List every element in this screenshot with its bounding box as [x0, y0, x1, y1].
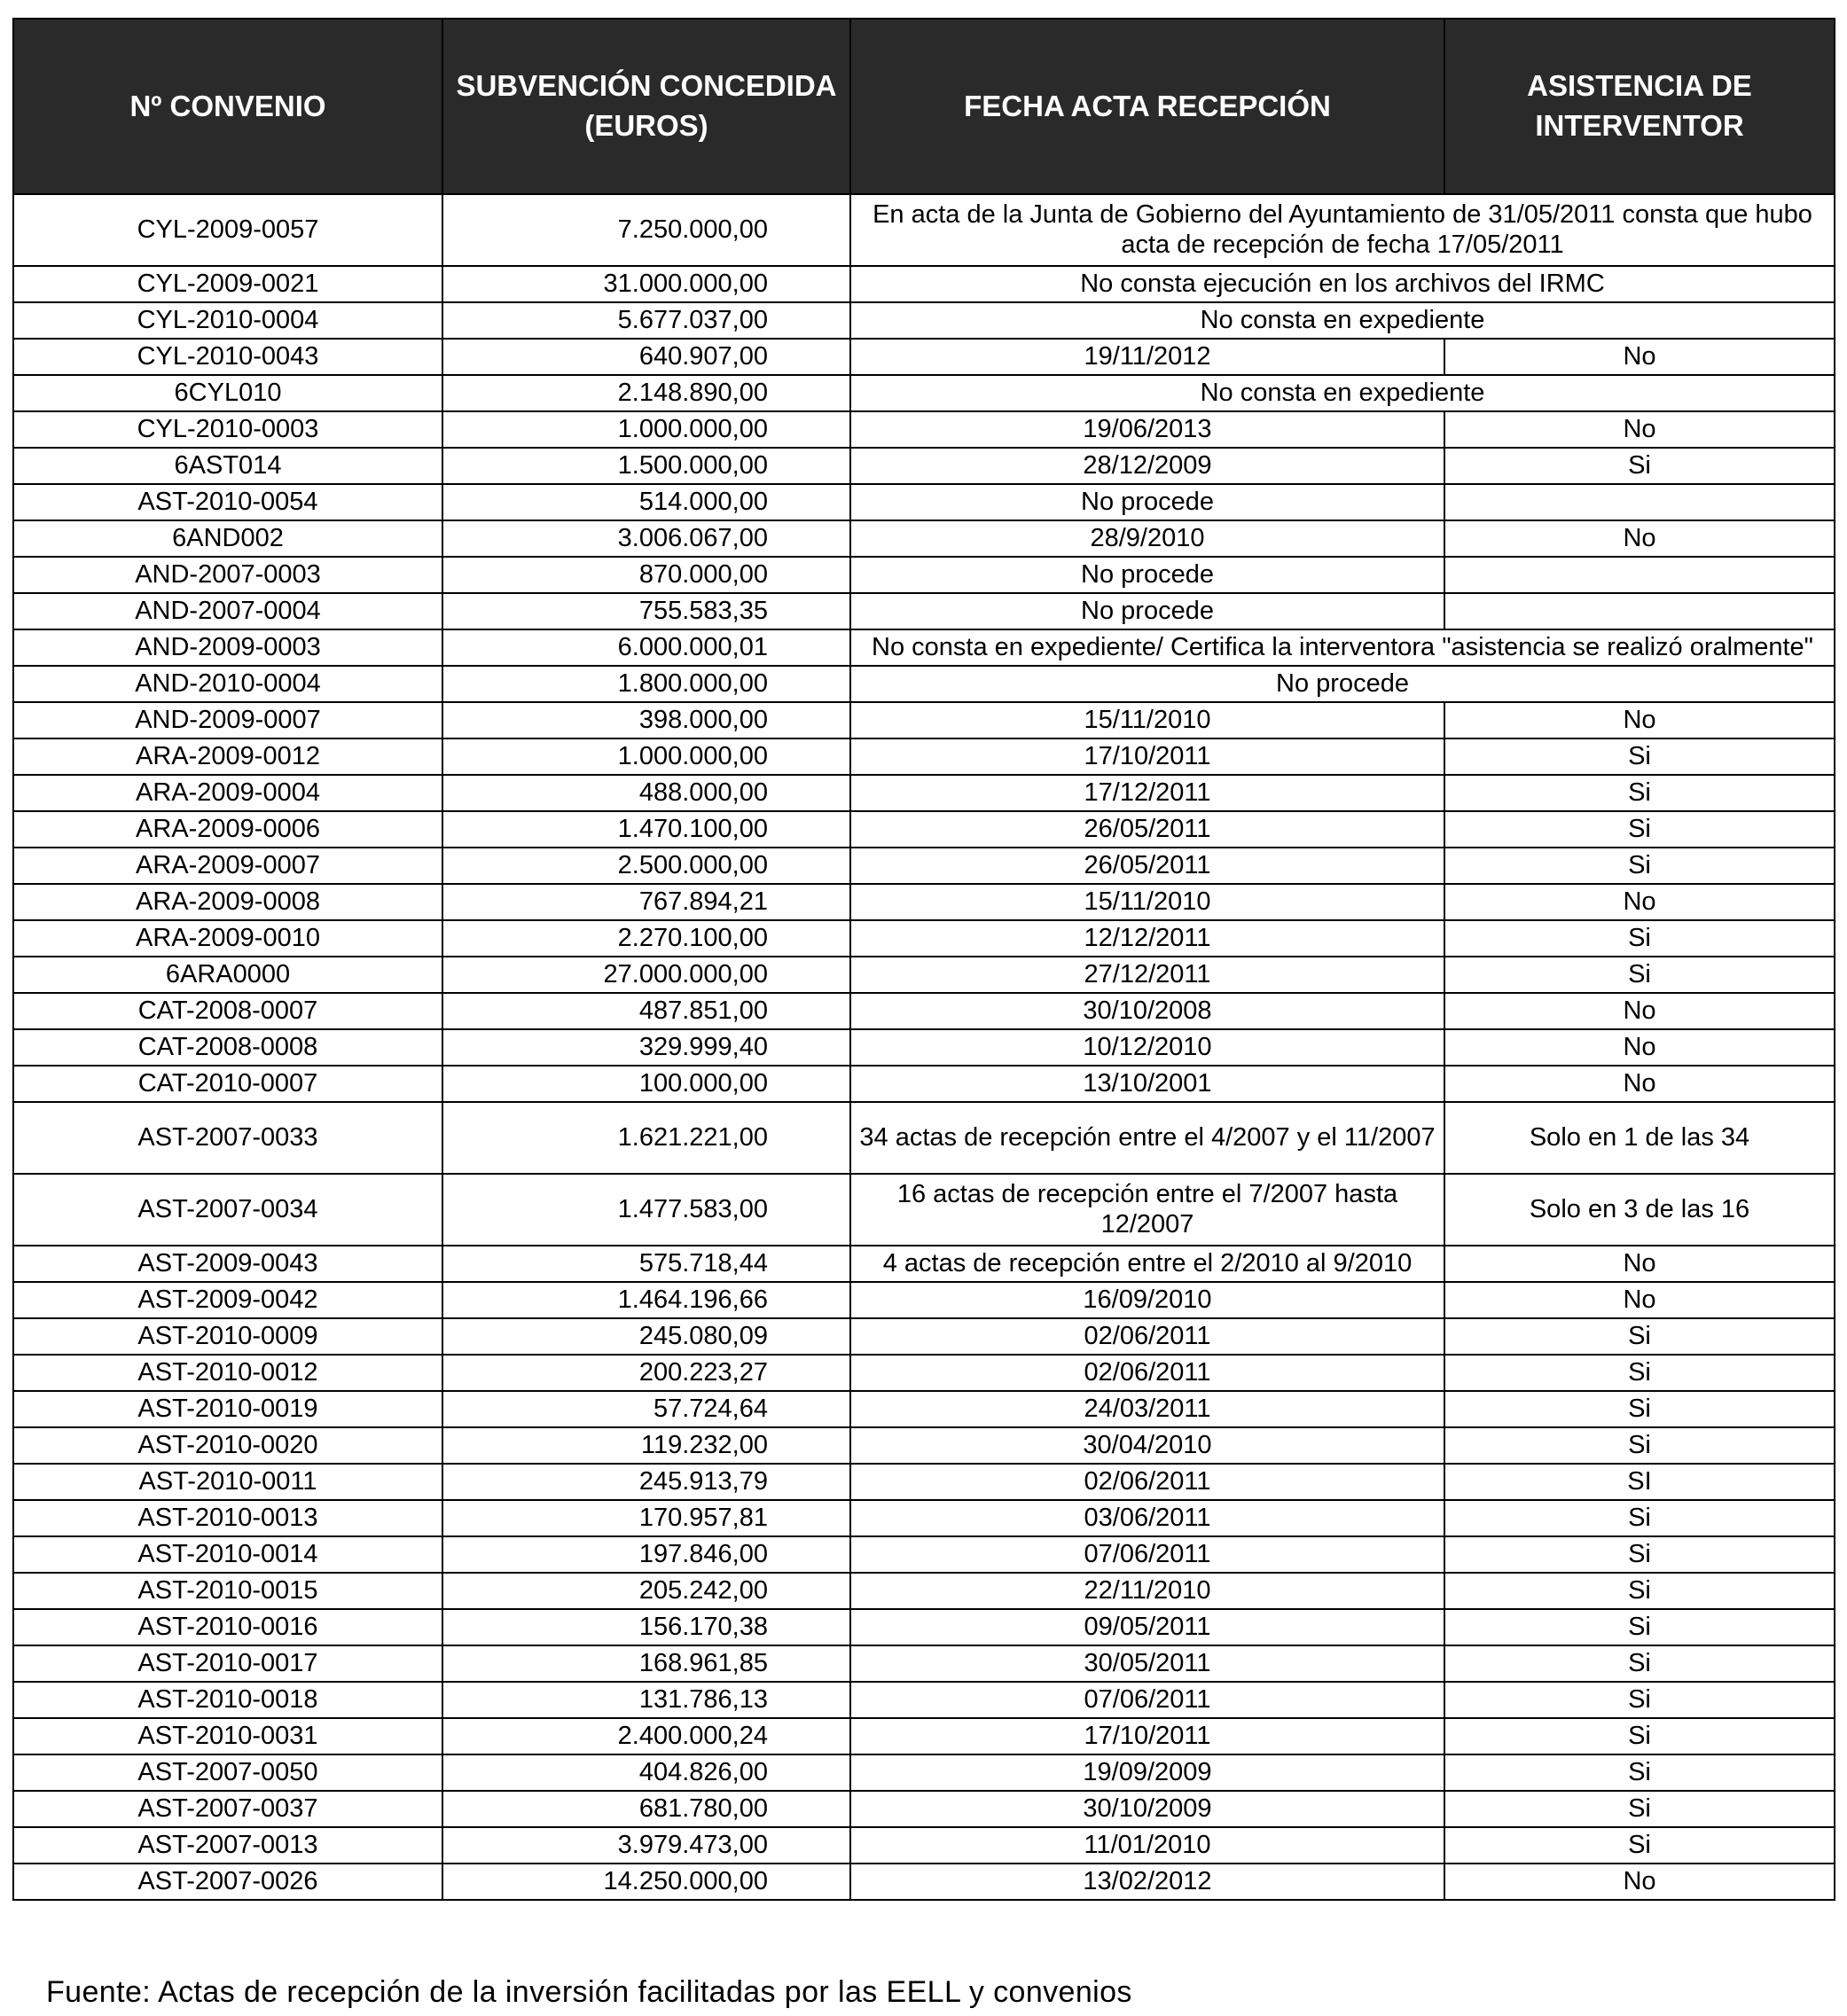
- table-row: [13, 339, 1835, 375]
- cell-subvencion: 2.400.000,24: [442, 1718, 850, 1754]
- cell-asistencia: [1444, 484, 1835, 520]
- table-row: [13, 848, 1835, 884]
- table-row: [13, 884, 1835, 920]
- cell-convenio: AST-2007-0037: [13, 1791, 442, 1827]
- cell-convenio: AST-2010-0031: [13, 1718, 442, 1754]
- cell-subvencion: 170.957,81: [442, 1500, 850, 1536]
- cell-convenio: AND-2009-0003: [13, 629, 442, 666]
- cell-convenio: AST-2010-0020: [13, 1427, 442, 1464]
- table-row: [13, 1427, 1835, 1464]
- cell-fecha-acta: 02/06/2011: [850, 1318, 1444, 1355]
- cell-asistencia: Si: [1444, 1609, 1835, 1645]
- cell-convenio: ARA-2009-0006: [13, 811, 442, 848]
- cell-convenio: AST-2010-0018: [13, 1682, 442, 1718]
- cell-convenio: AST-2007-0034: [13, 1174, 442, 1246]
- table-row: [13, 1827, 1835, 1864]
- cell-asistencia: Si: [1444, 1827, 1835, 1864]
- cell-asistencia: No: [1444, 1066, 1835, 1102]
- cell-convenio: AST-2010-0015: [13, 1573, 442, 1609]
- cell-asistencia: Solo en 1 de las 34: [1444, 1102, 1835, 1174]
- table-row: [13, 666, 1835, 702]
- cell-convenio: AST-2010-0017: [13, 1645, 442, 1682]
- table-row: [13, 957, 1835, 993]
- cell-subvencion: 870.000,00: [442, 557, 850, 593]
- cell-merged-note: No consta en expediente/ Certifica la interventora "asistencia se realizó oralmente": [850, 629, 1835, 666]
- table-row: [13, 1246, 1835, 1282]
- cell-convenio: AND-2009-0007: [13, 702, 442, 738]
- cell-fecha-acta: 02/06/2011: [850, 1355, 1444, 1391]
- cell-fecha-acta: 27/12/2011: [850, 957, 1444, 993]
- cell-convenio: AND-2007-0003: [13, 557, 442, 593]
- cell-asistencia: Si: [1444, 920, 1835, 957]
- table-row: [13, 702, 1835, 738]
- cell-asistencia: Si: [1444, 1718, 1835, 1754]
- cell-convenio: CAT-2008-0008: [13, 1029, 442, 1066]
- cell-subvencion: 487.851,00: [442, 993, 850, 1029]
- header-asistencia: ASISTENCIA DE INTERVENTOR: [1444, 19, 1835, 194]
- table-row: [13, 1864, 1835, 1900]
- cell-asistencia: No: [1444, 1029, 1835, 1066]
- cell-asistencia: No: [1444, 411, 1835, 448]
- cell-convenio: CAT-2008-0007: [13, 993, 442, 1029]
- cell-fecha-acta: 24/03/2011: [850, 1391, 1444, 1427]
- cell-convenio: CYL-2009-0021: [13, 266, 442, 302]
- cell-subvencion: 2.500.000,00: [442, 848, 850, 884]
- cell-convenio: 6CYL010: [13, 375, 442, 411]
- table-row: [13, 1573, 1835, 1609]
- cell-subvencion: 1.000.000,00: [442, 738, 850, 775]
- cell-fecha-acta: 17/10/2011: [850, 738, 1444, 775]
- cell-subvencion: 57.724,64: [442, 1391, 850, 1427]
- cell-subvencion: 640.907,00: [442, 339, 850, 375]
- table-row: [13, 1609, 1835, 1645]
- cell-fecha-acta: 17/10/2011: [850, 1718, 1444, 1754]
- cell-asistencia: No: [1444, 1282, 1835, 1318]
- cell-subvencion: 31.000.000,00: [442, 266, 850, 302]
- cell-fecha-acta: No procede: [850, 557, 1444, 593]
- cell-asistencia: Si: [1444, 1500, 1835, 1536]
- cell-asistencia: Si: [1444, 448, 1835, 484]
- cell-fecha-acta: 19/11/2012: [850, 339, 1444, 375]
- cell-asistencia: No: [1444, 339, 1835, 375]
- cell-convenio: AST-2007-0033: [13, 1102, 442, 1174]
- cell-asistencia: [1444, 593, 1835, 629]
- cell-fecha-acta: 19/09/2009: [850, 1754, 1444, 1791]
- cell-fecha-acta: 11/01/2010: [850, 1827, 1444, 1864]
- table-row: [13, 411, 1835, 448]
- cell-fecha-acta: 07/06/2011: [850, 1682, 1444, 1718]
- cell-subvencion: 514.000,00: [442, 484, 850, 520]
- cell-convenio: CYL-2010-0003: [13, 411, 442, 448]
- cell-asistencia: Si: [1444, 1427, 1835, 1464]
- cell-asistencia: Si: [1444, 775, 1835, 811]
- cell-fecha-acta: 30/04/2010: [850, 1427, 1444, 1464]
- source-note: Fuente: Actas de recepción de la inversión facilitadas por las EELL y convenios: [46, 1975, 1132, 2009]
- cell-subvencion: 329.999,40: [442, 1029, 850, 1066]
- cell-asistencia: No: [1444, 884, 1835, 920]
- cell-asistencia: Si: [1444, 1318, 1835, 1355]
- cell-convenio: AST-2007-0050: [13, 1754, 442, 1791]
- cell-fecha-acta: 07/06/2011: [850, 1536, 1444, 1573]
- cell-fecha-acta: 19/06/2013: [850, 411, 1444, 448]
- cell-convenio: ARA-2009-0008: [13, 884, 442, 920]
- cell-subvencion: 767.894,21: [442, 884, 850, 920]
- cell-asistencia: No: [1444, 520, 1835, 557]
- cell-asistencia: No: [1444, 1864, 1835, 1900]
- cell-subvencion: 197.846,00: [442, 1536, 850, 1573]
- table-row: [13, 1174, 1835, 1246]
- cell-convenio: AST-2010-0009: [13, 1318, 442, 1355]
- cell-fecha-acta: 10/12/2010: [850, 1029, 1444, 1066]
- cell-convenio: CAT-2010-0007: [13, 1066, 442, 1102]
- table-row: [13, 520, 1835, 557]
- table-row: [13, 775, 1835, 811]
- table-row: [13, 375, 1835, 411]
- cell-subvencion: 1.477.583,00: [442, 1174, 850, 1246]
- table-row: [13, 1464, 1835, 1500]
- cell-asistencia: Si: [1444, 957, 1835, 993]
- cell-convenio: AST-2010-0054: [13, 484, 442, 520]
- cell-subvencion: 14.250.000,00: [442, 1864, 850, 1900]
- cell-fecha-acta: 26/05/2011: [850, 811, 1444, 848]
- cell-fecha-acta: 26/05/2011: [850, 848, 1444, 884]
- cell-subvencion: 1.000.000,00: [442, 411, 850, 448]
- table-row: [13, 811, 1835, 848]
- table-row: [13, 1754, 1835, 1791]
- table-row: [13, 993, 1835, 1029]
- cell-subvencion: 404.826,00: [442, 1754, 850, 1791]
- cell-subvencion: 575.718,44: [442, 1246, 850, 1282]
- cell-convenio: AST-2010-0014: [13, 1536, 442, 1573]
- cell-asistencia: Si: [1444, 1536, 1835, 1573]
- cell-fecha-acta: 15/11/2010: [850, 702, 1444, 738]
- cell-subvencion: 205.242,00: [442, 1573, 850, 1609]
- cell-fecha-acta: 30/10/2008: [850, 993, 1444, 1029]
- cell-convenio: CYL-2009-0057: [13, 194, 442, 266]
- cell-subvencion: 3.006.067,00: [442, 520, 850, 557]
- cell-subvencion: 168.961,85: [442, 1645, 850, 1682]
- table-row: [13, 593, 1835, 629]
- cell-convenio: ARA-2009-0007: [13, 848, 442, 884]
- cell-convenio: ARA-2009-0004: [13, 775, 442, 811]
- header-convenio: Nº CONVENIO: [13, 19, 442, 194]
- table-row: [13, 484, 1835, 520]
- cell-fecha-acta: 13/10/2001: [850, 1066, 1444, 1102]
- cell-subvencion: 245.913,79: [442, 1464, 850, 1500]
- cell-subvencion: 6.000.000,01: [442, 629, 850, 666]
- cell-convenio: AST-2010-0012: [13, 1355, 442, 1391]
- cell-merged-note: No procede: [850, 666, 1835, 702]
- cell-subvencion: 1.470.100,00: [442, 811, 850, 848]
- cell-subvencion: 1.500.000,00: [442, 448, 850, 484]
- cell-fecha-acta: 30/10/2009: [850, 1791, 1444, 1827]
- cell-asistencia: Si: [1444, 1573, 1835, 1609]
- cell-asistencia: No: [1444, 993, 1835, 1029]
- cell-fecha-acta: 12/12/2011: [850, 920, 1444, 957]
- table-row: [13, 1718, 1835, 1754]
- cell-merged-note: No consta ejecución en los archivos del IRMC: [850, 266, 1835, 302]
- cell-subvencion: 100.000,00: [442, 1066, 850, 1102]
- cell-merged-note: No consta en expediente: [850, 302, 1835, 339]
- cell-convenio: 6AST014: [13, 448, 442, 484]
- table-row: [13, 1391, 1835, 1427]
- cell-asistencia: No: [1444, 702, 1835, 738]
- cell-convenio: 6AND002: [13, 520, 442, 557]
- cell-subvencion: 1.800.000,00: [442, 666, 850, 702]
- cell-asistencia: Si: [1444, 848, 1835, 884]
- table-row: [13, 1318, 1835, 1355]
- table-row: [13, 302, 1835, 339]
- cell-asistencia: Solo en 3 de las 16: [1444, 1174, 1835, 1246]
- cell-convenio: AST-2010-0019: [13, 1391, 442, 1427]
- cell-convenio: AND-2007-0004: [13, 593, 442, 629]
- cell-subvencion: 2.148.890,00: [442, 375, 850, 411]
- table-row: [13, 1102, 1835, 1174]
- header-row: [13, 19, 1835, 194]
- table-row: [13, 557, 1835, 593]
- cell-subvencion: 1.464.196,66: [442, 1282, 850, 1318]
- cell-fecha-acta: 03/06/2011: [850, 1500, 1444, 1536]
- cell-fecha-acta: 28/9/2010: [850, 520, 1444, 557]
- cell-convenio: 6ARA0000: [13, 957, 442, 993]
- cell-asistencia: Si: [1444, 1355, 1835, 1391]
- table-row: [13, 920, 1835, 957]
- cell-convenio: AST-2010-0013: [13, 1500, 442, 1536]
- cell-asistencia: [1444, 557, 1835, 593]
- table-row: [13, 1282, 1835, 1318]
- cell-subvencion: 245.080,09: [442, 1318, 850, 1355]
- cell-fecha-acta: 17/12/2011: [850, 775, 1444, 811]
- cell-asistencia: Si: [1444, 1645, 1835, 1682]
- table-row: [13, 1500, 1835, 1536]
- cell-subvencion: 200.223,27: [442, 1355, 850, 1391]
- cell-asistencia: SI: [1444, 1464, 1835, 1500]
- cell-fecha-acta: 22/11/2010: [850, 1573, 1444, 1609]
- cell-convenio: CYL-2010-0004: [13, 302, 442, 339]
- cell-asistencia: Si: [1444, 1682, 1835, 1718]
- cell-subvencion: 119.232,00: [442, 1427, 850, 1464]
- cell-fecha-acta: 34 actas de recepción entre el 4/2007 y el 11/2007: [850, 1102, 1444, 1174]
- cell-convenio: AST-2009-0043: [13, 1246, 442, 1282]
- cell-subvencion: 681.780,00: [442, 1791, 850, 1827]
- cell-subvencion: 2.270.100,00: [442, 920, 850, 957]
- cell-asistencia: No: [1444, 1246, 1835, 1282]
- cell-convenio: AST-2007-0013: [13, 1827, 442, 1864]
- cell-fecha-acta: 02/06/2011: [850, 1464, 1444, 1500]
- cell-subvencion: 1.621.221,00: [442, 1102, 850, 1174]
- cell-subvencion: 131.786,13: [442, 1682, 850, 1718]
- cell-fecha-acta: 15/11/2010: [850, 884, 1444, 920]
- cell-merged-note: No consta en expediente: [850, 375, 1835, 411]
- cell-fecha-acta: 13/02/2012: [850, 1864, 1444, 1900]
- table-row: [13, 448, 1835, 484]
- cell-asistencia: Si: [1444, 1791, 1835, 1827]
- table-row: [13, 266, 1835, 302]
- cell-subvencion: 755.583,35: [442, 593, 850, 629]
- cell-subvencion: 5.677.037,00: [442, 302, 850, 339]
- cell-asistencia: Si: [1444, 738, 1835, 775]
- cell-asistencia: Si: [1444, 1391, 1835, 1427]
- cell-convenio: ARA-2009-0012: [13, 738, 442, 775]
- cell-merged-note: En acta de la Junta de Gobierno del Ayuntamiento de 31/05/2011 consta que hubo acta de recepción de fecha 17/05/2011: [850, 194, 1835, 266]
- cell-subvencion: 27.000.000,00: [442, 957, 850, 993]
- cell-convenio: AST-2010-0016: [13, 1609, 442, 1645]
- cell-convenio: AND-2010-0004: [13, 666, 442, 702]
- table-row: [13, 1029, 1835, 1066]
- cell-subvencion: 488.000,00: [442, 775, 850, 811]
- cell-convenio: AST-2007-0026: [13, 1864, 442, 1900]
- table-row: [13, 1791, 1835, 1827]
- cell-fecha-acta: 16/09/2010: [850, 1282, 1444, 1318]
- table-row: [13, 1645, 1835, 1682]
- table-row: [13, 1536, 1835, 1573]
- table-row: [13, 1066, 1835, 1102]
- cell-fecha-acta: No procede: [850, 484, 1444, 520]
- cell-fecha-acta: 16 actas de recepción entre el 7/2007 hasta 12/2007: [850, 1174, 1444, 1246]
- cell-convenio: ARA-2009-0010: [13, 920, 442, 957]
- table-row: [13, 1682, 1835, 1718]
- header-subvencion: SUBVENCIÓN CONCEDIDA (EUROS): [442, 19, 850, 194]
- cell-fecha-acta: 09/05/2011: [850, 1609, 1444, 1645]
- cell-convenio: AST-2009-0042: [13, 1282, 442, 1318]
- cell-fecha-acta: 28/12/2009: [850, 448, 1444, 484]
- cell-asistencia: Si: [1444, 811, 1835, 848]
- table-row: [13, 1355, 1835, 1391]
- cell-subvencion: 398.000,00: [442, 702, 850, 738]
- table-row: [13, 738, 1835, 775]
- table-row: [13, 194, 1835, 266]
- cell-subvencion: 156.170,38: [442, 1609, 850, 1645]
- cell-fecha-acta: 4 actas de recepción entre el 2/2010 al 9/2010: [850, 1246, 1444, 1282]
- cell-fecha-acta: No procede: [850, 593, 1444, 629]
- cell-subvencion: 3.979.473,00: [442, 1827, 850, 1864]
- convenios-table: [12, 18, 1835, 1901]
- cell-subvencion: 7.250.000,00: [442, 194, 850, 266]
- cell-convenio: CYL-2010-0043: [13, 339, 442, 375]
- header-fecha-acta: FECHA ACTA RECEPCIÓN: [850, 19, 1444, 194]
- table-body: [13, 194, 1835, 1900]
- cell-convenio: AST-2010-0011: [13, 1464, 442, 1500]
- cell-asistencia: Si: [1444, 1754, 1835, 1791]
- table-row: [13, 629, 1835, 666]
- cell-fecha-acta: 30/05/2011: [850, 1645, 1444, 1682]
